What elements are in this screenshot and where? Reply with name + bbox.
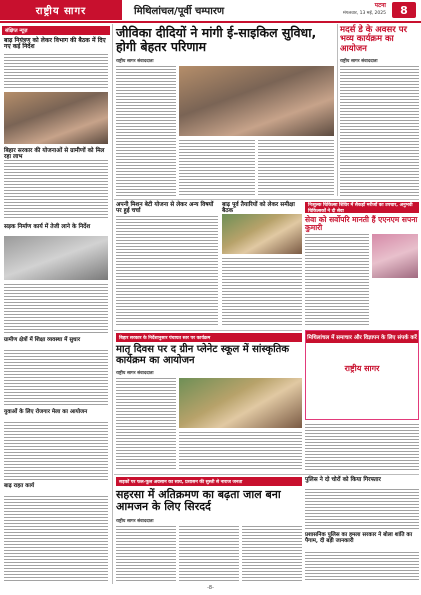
right-text-2	[305, 424, 419, 470]
middle-photo	[222, 214, 302, 254]
left-headline-4: ग्रामीण क्षेत्रों में शिक्षा व्यवस्था में सुधार	[4, 337, 81, 343]
left-photo-2	[4, 236, 108, 280]
middle-banner	[305, 202, 419, 213]
bottom-text-3	[242, 526, 302, 582]
middle-divider-top	[114, 199, 419, 200]
green-planet-text-1	[116, 378, 176, 470]
left-headline-2: बिहार सरकार की योजनाओं से ग्रामीणों को मिल रहा लाभ	[4, 148, 105, 161]
masthead-city: पटना	[374, 2, 386, 9]
left-headline-3: सड़क निर्माण कार्य में तेजी लाने के निर्देश	[4, 224, 91, 230]
seva-headline: सेवा को सर्वोपरि मानती हैं एएनएम सपना कुमारी	[305, 215, 418, 233]
bottom-byline: राष्ट्रीय सागर संवाददाता	[116, 519, 154, 524]
green-planet-kicker	[116, 333, 302, 342]
left-section-label	[2, 26, 110, 35]
bottom-text-2	[179, 526, 239, 582]
left-headline-1: बाढ़ नियंत्रण को लेकर विभाग की बैठक में दिए गए कई निर्देश	[4, 37, 106, 51]
main-byline: राष्ट्रीय सागर संवाददाता	[116, 59, 154, 64]
masthead-logo: राष्ट्रीय सागर	[0, 0, 122, 20]
left-text-4	[4, 350, 108, 406]
middle-headline-2: बाढ़ पूर्व तैयारियों को लेकर समीक्षा बैठक	[222, 202, 295, 215]
left-section-label-text: संक्षिप्त न्यूज़	[5, 27, 28, 34]
middle-headline-1: अपनी मिशन बेटी योजना से लेकर अन्य विषयों पर हुई चर्चा	[116, 202, 214, 215]
section-title: मिथिलांचल/पूर्वी चम्पारण	[134, 6, 225, 17]
green-planet-kicker-text: बिहार सरकार के निर्देशानुसार पंचायत स्तर पर कार्यक्रम	[119, 335, 211, 341]
left-text-5	[4, 422, 108, 480]
advert-header: मिथिलांचल में समाचार और विज्ञापन के लिए संपर्क करें	[306, 331, 418, 343]
masthead-rule	[0, 21, 421, 23]
bottom-kicker	[116, 477, 302, 486]
bottom-right-headline: पुलिस ने दो चोरों को किया गिरफ्तार	[305, 477, 381, 483]
right-headline: मदर्स डे के अवसर पर भव्य कार्यक्रम का आयोजन	[340, 25, 408, 54]
bottom-text-1	[116, 526, 176, 582]
left-photo-1	[4, 92, 108, 144]
green-planet-headline: मातृ दिवस पर द ग्रीन प्लेनेट स्कूल में सांस्कृतिक कार्यक्रम का आयोजन	[116, 344, 290, 366]
green-planet-photo	[179, 378, 302, 428]
right-text	[340, 66, 419, 196]
seva-text	[305, 234, 369, 326]
green-planet-text-2	[179, 432, 302, 470]
right-column-divider	[337, 24, 338, 196]
bottom-right-text	[305, 489, 419, 529]
main-photo	[179, 66, 334, 136]
main-text-col-3	[258, 140, 334, 196]
left-headline-5: युवाओं के लिए रोजगार मेला का आयोजन	[4, 409, 88, 415]
masthead-date: मंगलवार, 13 मई, 2025	[342, 11, 386, 16]
bottom-headline: सहरसा में अतिक्रमण का बढ़ता जाल बना आमजन के लिए सिरदर्द	[116, 488, 281, 513]
advert-box	[305, 330, 419, 420]
bottom-kicker-text: सड़कों पर फल-फूल अवसान का साथ, प्रशासन की सुस्ती से नाराज जनता	[119, 479, 243, 485]
bottom-right-text-2	[305, 552, 419, 582]
main-text-col-2	[179, 140, 255, 196]
advert-name: राष्ट्रीय सागर	[344, 364, 380, 373]
main-text-col-1	[116, 66, 176, 196]
page-number-badge: 8	[392, 2, 416, 18]
left-text-1	[4, 54, 108, 90]
middle-text-1	[116, 216, 218, 326]
left-headline-6: बाढ़ राहत कार्य	[4, 483, 35, 489]
page-footer: -8-	[207, 585, 214, 591]
bottom-divider	[114, 474, 419, 475]
green-planet-byline: राष्ट्रीय सागर संवाददाता	[116, 371, 154, 376]
middle-text-2	[222, 258, 302, 326]
middle-banner-text: निःशुल्क चिकित्सा शिविर में सैकड़ों मरीजों का उपचार, अनुभवी चिकित्सकों ने दी सेवा	[308, 202, 413, 214]
left-text-3	[4, 284, 108, 334]
main-headline: जीविका दीदियों ने मांगी ई-साइकिल सुविधा, होगी बेहतर परिणाम	[116, 25, 317, 54]
left-text-6	[4, 496, 108, 582]
right-byline: राष्ट्रीय सागर संवाददाता	[340, 59, 378, 64]
left-text-2	[4, 160, 108, 220]
green-planet-divider	[114, 330, 302, 331]
bottom-right-headline-2: प्रशासनिक पुलिस का हमला सरकार ने बोला शांति का पैगाम, दी बड़ी जानकारी	[305, 532, 413, 544]
seva-photo	[372, 234, 418, 278]
left-column-divider	[112, 24, 113, 584]
